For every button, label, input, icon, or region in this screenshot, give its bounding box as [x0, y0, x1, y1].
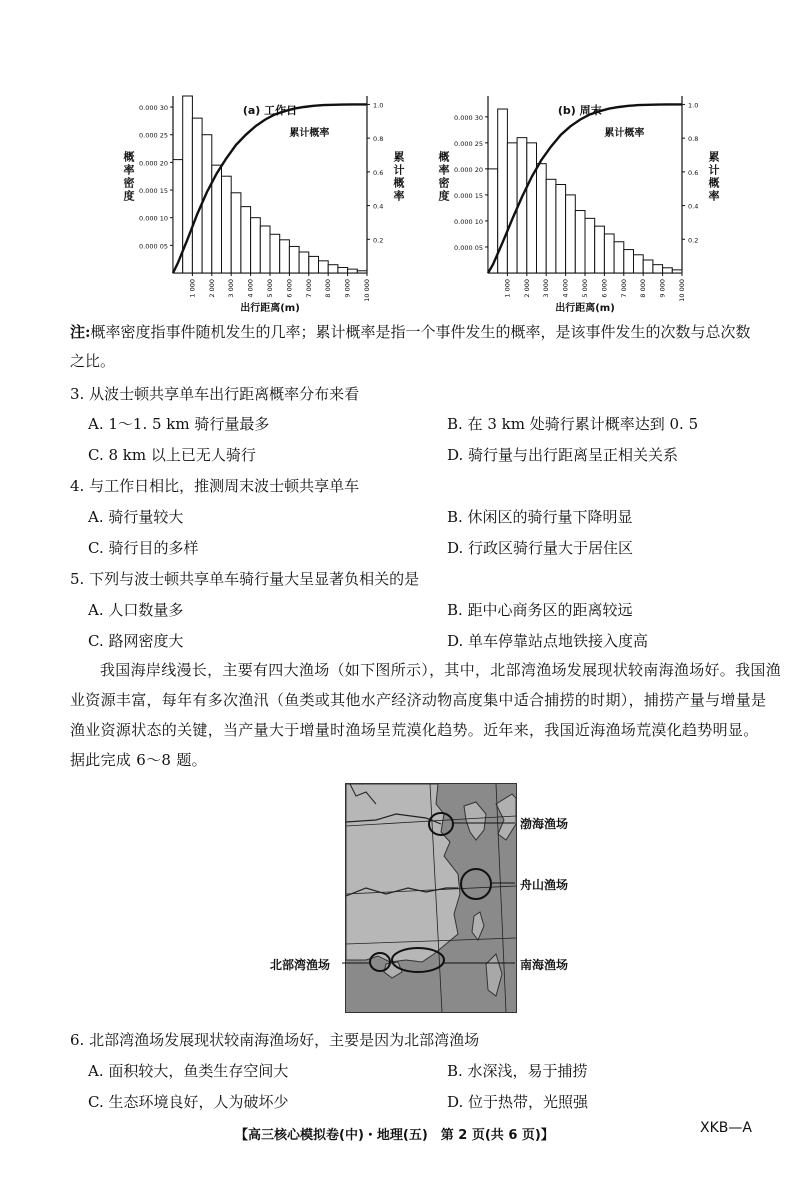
- chart-b-ytick-label-3: 0.000 20: [454, 165, 483, 174]
- fishery-map-svg: [346, 784, 516, 1012]
- question-4-option-b[interactable]: B. 休闲区的骑行量下降明显: [447, 508, 633, 526]
- question-3-option-c[interactable]: C. 8 km 以上已无人骑行: [88, 446, 256, 464]
- bohai-fishery-label: 渤海渔场: [520, 817, 569, 831]
- chart-a-bar-3: [192, 118, 202, 273]
- question-6-stem: 6. 北部湾渔场发展现状较南海渔场好，主要是因为北部湾渔场: [70, 1031, 480, 1049]
- chart-b-xtick-label-6: 6 000: [600, 279, 609, 298]
- chart-b-bar-16: [634, 255, 644, 273]
- chart-weekend: [430, 88, 720, 313]
- chart-b-bar-15: [624, 250, 634, 273]
- chart-b-xtick-label-8: 8 000: [639, 279, 648, 298]
- chart-a-xtick-label-5: 5 000: [266, 279, 274, 298]
- chart-b-ytick-label-1: 0.000 30: [454, 113, 483, 122]
- zhoushan-fishery-label: 舟山渔场: [520, 878, 569, 892]
- note-label: 注:: [70, 323, 91, 341]
- chart-a-xtick-label-1: 1 000: [188, 279, 197, 298]
- chart-a-x-label: 出行距离(m): [240, 303, 300, 313]
- chart-a-bar-6: [222, 176, 232, 273]
- chart-weekend-svg: [430, 88, 720, 313]
- passage-line4: 据此完成 6～8 题。: [70, 751, 207, 769]
- chart-b-curve-label: 累计概率: [604, 128, 645, 139]
- chart-a-bar-12: [280, 240, 290, 273]
- chart-workday: [115, 88, 405, 313]
- chart-a-y2-label: 累计概率: [393, 150, 405, 203]
- chart-a-bar-17: [328, 265, 338, 273]
- chart-a-bar-20: [357, 271, 367, 273]
- chart-a-y2tick-label-1: 1.0: [373, 101, 384, 110]
- chart-a-bar-18: [338, 267, 348, 273]
- question-3-stem: 3. 从波士顿共享单车出行距离概率分布来看: [70, 385, 360, 403]
- question-4-option-d[interactable]: D. 行政区骑行量大于居住区: [447, 539, 634, 557]
- chart-a-title: (a) 工作日: [242, 104, 298, 117]
- footer-title: 【高三核心模拟卷(中)・地理(五) 第 2 页(共 6 页)】: [235, 1128, 554, 1143]
- chart-a-ytick-label-3: 0.000 20: [139, 159, 168, 168]
- chart-b-bar-17: [643, 260, 653, 273]
- chart-a-xtick-label-7: 7 000: [304, 279, 313, 298]
- nanhai-fishery-label: 南海渔场: [520, 958, 569, 972]
- chart-b-xtick-label-5: 5 000: [581, 279, 589, 298]
- question-5-option-c[interactable]: C. 路网密度大: [88, 632, 184, 650]
- chart-b-y2tick-label-1: 1.0: [688, 101, 699, 110]
- question-5-stem: 5. 下列与波士顿共享单车骑行量大呈显著负相关的是: [70, 570, 420, 588]
- chart-b-y2tick-label-3: 0.6: [688, 168, 699, 177]
- chart-b-bar-6: [537, 164, 547, 273]
- question-6-option-b[interactable]: B. 水深浅，易于捕捞: [447, 1062, 588, 1080]
- question-5-option-d[interactable]: D. 单车停靠站点地铁接入度高: [447, 632, 649, 650]
- question-6-option-c[interactable]: C. 生态环境良好，人为破坏少: [88, 1093, 289, 1111]
- chart-b-bar-20: [672, 270, 682, 273]
- question-4-option-a[interactable]: A. 骑行量较大: [88, 508, 184, 526]
- question-3-option-a[interactable]: A. 1～1. 5 km 骑行量最多: [88, 415, 270, 433]
- chart-b-y2tick-label-4: 0.4: [688, 202, 699, 211]
- chart-a-xtick-label-6: 6 000: [285, 279, 294, 298]
- chart-a-ytick-label-6: 0.000 05: [139, 242, 168, 251]
- chart-b-bar-13: [604, 234, 614, 273]
- fishery-map: [345, 783, 517, 1013]
- chart-b-bar-7: [546, 179, 556, 273]
- chart-a-ytick-label-4: 0.000 15: [139, 187, 168, 196]
- chart-b-bar-9: [566, 195, 576, 273]
- passage: [70, 655, 782, 775]
- chart-b-xtick-label-10: 10 000: [678, 279, 686, 302]
- chart-a-bar-10: [260, 226, 270, 273]
- note: [70, 322, 751, 342]
- chart-a-xtick-label-4: 4 000: [246, 279, 255, 298]
- chart-b-ytick-label-5: 0.000 10: [454, 217, 483, 226]
- chart-a-xtick-label-3: 3 000: [227, 279, 236, 298]
- chart-a-bar-8: [241, 207, 251, 273]
- chart-b-ytick-label-2: 0.000 25: [454, 139, 483, 148]
- question-4-stem: 4. 与工作日相比，推测周末波士顿共享单车: [70, 477, 360, 495]
- zhoushan-fishery-marker[interactable]: [461, 869, 491, 899]
- chart-b-bar-19: [663, 268, 673, 273]
- question-5-option-b[interactable]: B. 距中心商务区的距离较远: [447, 601, 633, 619]
- chart-a-xtick-label-9: 9 000: [343, 279, 352, 298]
- chart-b-bar-11: [585, 218, 595, 273]
- chart-b-ytick-label-4: 0.000 15: [454, 191, 483, 200]
- chart-b-title: (b) 周末: [557, 104, 602, 117]
- chart-a-y2tick-label-2: 0.8: [373, 135, 384, 144]
- chart-b-xtick-label-9: 9 000: [658, 279, 667, 298]
- chart-a-ytick-label-1: 0.000 30: [139, 104, 168, 113]
- chart-a-bar-7: [231, 193, 241, 273]
- chart-b-bar-8: [556, 185, 566, 274]
- chart-b-bar-18: [653, 265, 663, 273]
- chart-b-y2-label: 累计概率: [708, 150, 720, 203]
- chart-b-xtick-label-3: 3 000: [542, 279, 551, 298]
- map-island-taiwan: [472, 912, 484, 940]
- map-land: [346, 784, 460, 962]
- chart-workday-svg: [115, 88, 405, 313]
- chart-b-ytick-label-6: 0.000 05: [454, 243, 483, 252]
- question-3-option-d[interactable]: D. 骑行量与出行距离呈正相关关系: [447, 446, 679, 464]
- chart-a-xtick-label-10: 10 000: [363, 279, 371, 302]
- chart-a-bar-15: [309, 256, 319, 273]
- passage-line3: 渔业资源状态的关键，当产量大于增量时渔场呈荒漠化趋势。近年来，我国近海渔场荒漠化趋势明显。: [70, 721, 759, 739]
- chart-a-bar-11: [270, 234, 280, 273]
- chart-b-bar-14: [614, 242, 624, 273]
- chart-a-xtick-label-2: 2 000: [207, 279, 216, 298]
- chart-b-bar-12: [595, 226, 605, 273]
- footer-code: XKB—A: [700, 1120, 752, 1136]
- chart-a-bar-9: [251, 218, 261, 273]
- chart-b-xtick-label-2: 2 000: [522, 279, 531, 298]
- question-5-option-a[interactable]: A. 人口数量多: [88, 601, 184, 619]
- chart-a-bar-19: [348, 269, 358, 273]
- chart-a-curve-label: 累计概率: [289, 128, 330, 139]
- note-line1: 概率密度指事件随机发生的几率；累计概率是指一个事件发生的概率，是该事件发生的次数与总次数: [90, 323, 751, 341]
- chart-a-y2tick-label-5: 0.2: [373, 236, 384, 245]
- chart-b-y2tick-label-2: 0.8: [688, 135, 699, 144]
- question-6-option-a[interactable]: A. 面积较大，鱼类生存空间大: [88, 1062, 289, 1080]
- chart-b-xtick-label-4: 4 000: [561, 279, 570, 298]
- chart-b-bar-5: [527, 143, 537, 273]
- chart-a-bar-4: [202, 135, 212, 273]
- chart-b-xtick-label-7: 7 000: [619, 279, 628, 298]
- question-4-option-c[interactable]: C. 骑行目的多样: [88, 539, 199, 557]
- question-3-option-b[interactable]: B. 在 3 km 处骑行累计概率达到 0. 5: [447, 415, 699, 433]
- chart-a-bar-16: [319, 261, 329, 273]
- chart-b-y-label: 概率密度: [438, 150, 450, 203]
- chart-a-ytick-label-5: 0.000 10: [139, 214, 168, 223]
- chart-a-xtick-label-8: 8 000: [324, 279, 333, 298]
- beibu-fishery-label: 北部湾渔场: [270, 958, 331, 972]
- map-island-philippines: [486, 954, 502, 996]
- passage-line2: 业资源丰富，每年有多次渔汛（鱼类或其他水产经济动物高度集中适合捕捞的时期），捕捞产量与增量是: [70, 691, 767, 709]
- chart-a-y2tick-label-3: 0.6: [373, 168, 384, 177]
- question-6-option-d[interactable]: D. 位于热带，光照强: [447, 1093, 589, 1111]
- chart-a-bar-13: [289, 246, 299, 273]
- chart-b-bar-10: [575, 211, 585, 273]
- chart-a-bar-14: [299, 252, 309, 273]
- note-line2: 之比。: [70, 352, 116, 370]
- map-peninsula: [464, 802, 486, 840]
- chart-a-ytick-label-2: 0.000 25: [139, 131, 168, 140]
- chart-a-y2tick-label-4: 0.4: [373, 202, 384, 211]
- chart-a-y-label: 概率密度: [123, 150, 135, 203]
- chart-b-x-label: 出行距离(m): [555, 303, 615, 313]
- chart-b-bar-3: [507, 143, 517, 273]
- chart-b-y2tick-label-5: 0.2: [688, 236, 699, 245]
- chart-b-xtick-label-1: 1 000: [503, 279, 512, 298]
- passage-line1: 我国海岸线漫长，主要有四大渔场（如下图所示），其中，北部湾渔场发展现状较南海渔场好。我国渔: [100, 661, 782, 679]
